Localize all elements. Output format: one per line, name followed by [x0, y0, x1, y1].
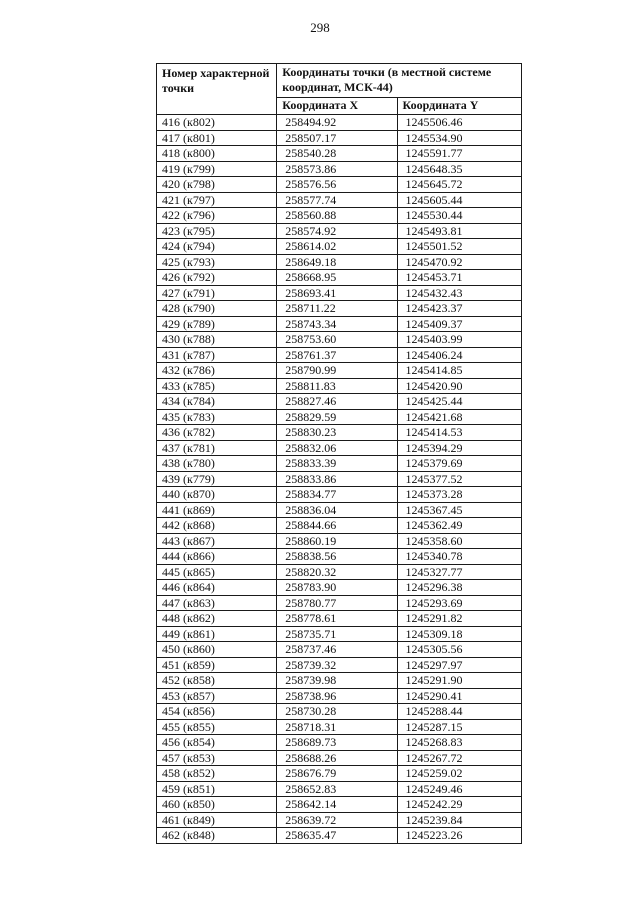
coordinate-y-cell: 1245327.77 [397, 564, 522, 580]
table-row [157, 239, 522, 255]
header-coordinates-group: Координаты точки (в местной системе координат, МСК-44) [277, 64, 522, 98]
point-number-cell: 417 (к801) [157, 130, 277, 146]
coordinate-x-cell: 258652.83 [277, 781, 397, 797]
point-number-cell: 419 (к799) [157, 161, 277, 177]
coordinate-y-cell: 1245287.15 [397, 719, 522, 735]
coordinate-y-cell: 1245493.81 [397, 223, 522, 239]
table-row [157, 735, 522, 751]
coordinate-y-cell: 1245379.69 [397, 456, 522, 472]
point-number-cell: 425 (к793) [157, 254, 277, 270]
coordinate-y-cell: 1245409.37 [397, 316, 522, 332]
table-row [157, 285, 522, 301]
table-row [157, 394, 522, 410]
coordinate-y-cell: 1245534.90 [397, 130, 522, 146]
coordinate-y-cell: 1245305.56 [397, 642, 522, 658]
coordinate-y-cell: 1245249.46 [397, 781, 522, 797]
coordinate-y-cell: 1245367.45 [397, 502, 522, 518]
point-number-cell: 433 (к785) [157, 378, 277, 394]
point-number-cell: 455 (к855) [157, 719, 277, 735]
coordinate-x-cell: 258834.77 [277, 487, 397, 503]
point-number-cell: 432 (к786) [157, 363, 277, 379]
point-number-cell: 457 (к853) [157, 750, 277, 766]
coordinate-x-cell: 258836.04 [277, 502, 397, 518]
table-row [157, 642, 522, 658]
point-number-cell: 434 (к784) [157, 394, 277, 410]
table-row [157, 580, 522, 596]
coordinate-x-cell: 258829.59 [277, 409, 397, 425]
coordinate-y-cell: 1245290.41 [397, 688, 522, 704]
coordinate-y-cell: 1245425.44 [397, 394, 522, 410]
coordinate-x-cell: 258780.77 [277, 595, 397, 611]
coordinate-x-cell: 258642.14 [277, 797, 397, 813]
table-row [157, 332, 522, 348]
coordinate-y-cell: 1245432.43 [397, 285, 522, 301]
coordinate-y-cell: 1245530.44 [397, 208, 522, 224]
table-row [157, 208, 522, 224]
table-row [157, 425, 522, 441]
table-row [157, 161, 522, 177]
table-row [157, 750, 522, 766]
table-row [157, 766, 522, 782]
coordinate-x-cell: 258577.74 [277, 192, 397, 208]
coordinate-x-cell: 258860.19 [277, 533, 397, 549]
point-number-cell: 428 (к790) [157, 301, 277, 317]
coordinate-x-cell: 258668.95 [277, 270, 397, 286]
coordinate-x-cell: 258574.92 [277, 223, 397, 239]
coordinate-y-cell: 1245239.84 [397, 812, 522, 828]
point-number-cell: 443 (к867) [157, 533, 277, 549]
table-row [157, 549, 522, 565]
coordinate-y-cell: 1245645.72 [397, 177, 522, 193]
coordinate-x-cell: 258790.99 [277, 363, 397, 379]
coordinate-x-cell: 258820.32 [277, 564, 397, 580]
coordinate-y-cell: 1245377.52 [397, 471, 522, 487]
point-number-cell: 456 (к854) [157, 735, 277, 751]
coordinate-x-cell: 258827.46 [277, 394, 397, 410]
coordinate-y-cell: 1245340.78 [397, 549, 522, 565]
header-coordinate-y: Координата Y [397, 98, 522, 115]
coordinate-x-cell: 258718.31 [277, 719, 397, 735]
coordinate-y-cell: 1245296.38 [397, 580, 522, 596]
coordinate-y-cell: 1245453.71 [397, 270, 522, 286]
coordinate-y-cell: 1245291.82 [397, 611, 522, 627]
coordinate-y-cell: 1245242.29 [397, 797, 522, 813]
table-row [157, 270, 522, 286]
table-row [157, 192, 522, 208]
point-number-cell: 447 (к863) [157, 595, 277, 611]
point-number-cell: 422 (к796) [157, 208, 277, 224]
table-row [157, 719, 522, 735]
coordinate-y-cell: 1245403.99 [397, 332, 522, 348]
coordinate-y-cell: 1245362.49 [397, 518, 522, 534]
coordinate-y-cell: 1245414.53 [397, 425, 522, 441]
coordinate-x-cell: 258811.83 [277, 378, 397, 394]
coordinate-x-cell: 258689.73 [277, 735, 397, 751]
point-number-cell: 461 (к849) [157, 812, 277, 828]
table-row [157, 487, 522, 503]
table-row [157, 502, 522, 518]
table-row [157, 626, 522, 642]
coordinate-y-cell: 1245648.35 [397, 161, 522, 177]
table-row [157, 177, 522, 193]
table-row [157, 797, 522, 813]
coordinate-x-cell: 258614.02 [277, 239, 397, 255]
point-number-cell: 420 (к798) [157, 177, 277, 193]
point-number-cell: 462 (к848) [157, 828, 277, 844]
point-number-cell: 430 (к788) [157, 332, 277, 348]
point-number-cell: 453 (к857) [157, 688, 277, 704]
coordinate-x-cell: 258560.88 [277, 208, 397, 224]
coordinate-y-cell: 1245506.46 [397, 115, 522, 131]
point-number-cell: 418 (к800) [157, 146, 277, 162]
coordinate-y-cell: 1245591.77 [397, 146, 522, 162]
point-number-cell: 424 (к794) [157, 239, 277, 255]
coordinate-y-cell: 1245288.44 [397, 704, 522, 720]
coordinate-x-cell: 258738.96 [277, 688, 397, 704]
coordinate-x-cell: 258507.17 [277, 130, 397, 146]
table-row [157, 223, 522, 239]
coordinate-x-cell: 258737.46 [277, 642, 397, 658]
table-row [157, 688, 522, 704]
table-row [157, 301, 522, 317]
coordinate-x-cell: 258639.72 [277, 812, 397, 828]
coordinate-x-cell: 258693.41 [277, 285, 397, 301]
table-row [157, 409, 522, 425]
page-number: 298 [310, 20, 330, 35]
point-number-cell: 427 (к791) [157, 285, 277, 301]
table-row [157, 440, 522, 456]
table-row [157, 518, 522, 534]
coordinate-y-cell: 1245267.72 [397, 750, 522, 766]
coordinate-x-cell: 258833.39 [277, 456, 397, 472]
table-row [157, 564, 522, 580]
coordinate-x-cell: 258838.56 [277, 549, 397, 565]
coordinate-x-cell: 258832.06 [277, 440, 397, 456]
coordinate-y-cell: 1245291.90 [397, 673, 522, 689]
table-row [157, 146, 522, 162]
coordinate-x-cell: 258739.32 [277, 657, 397, 673]
coordinate-x-cell: 258833.86 [277, 471, 397, 487]
table-row [157, 657, 522, 673]
coordinate-y-cell: 1245373.28 [397, 487, 522, 503]
point-number-cell: 436 (к782) [157, 425, 277, 441]
table-row [157, 828, 522, 844]
coordinate-y-cell: 1245501.52 [397, 239, 522, 255]
table-header [157, 64, 522, 115]
coordinate-x-cell: 258753.60 [277, 332, 397, 348]
coordinate-y-cell: 1245259.02 [397, 766, 522, 782]
point-number-cell: 449 (к861) [157, 626, 277, 642]
point-number-cell: 421 (к797) [157, 192, 277, 208]
coordinate-y-cell: 1245421.68 [397, 409, 522, 425]
coordinate-y-cell: 1245297.97 [397, 657, 522, 673]
point-number-cell: 458 (к852) [157, 766, 277, 782]
table-row [157, 812, 522, 828]
point-number-cell: 441 (к869) [157, 502, 277, 518]
coordinate-x-cell: 258735.71 [277, 626, 397, 642]
table-row [157, 781, 522, 797]
coordinate-y-cell: 1245406.24 [397, 347, 522, 363]
table-row [157, 130, 522, 146]
point-number-cell: 429 (к789) [157, 316, 277, 332]
coordinate-y-cell: 1245223.26 [397, 828, 522, 844]
coordinate-y-cell: 1245420.90 [397, 378, 522, 394]
table-row [157, 363, 522, 379]
coordinate-x-cell: 258739.98 [277, 673, 397, 689]
coordinate-y-cell: 1245605.44 [397, 192, 522, 208]
coordinate-x-cell: 258494.92 [277, 115, 397, 131]
coordinate-x-cell: 258778.61 [277, 611, 397, 627]
point-number-cell: 442 (к868) [157, 518, 277, 534]
point-number-cell: 454 (к856) [157, 704, 277, 720]
coordinate-y-cell: 1245470.92 [397, 254, 522, 270]
point-number-cell: 445 (к865) [157, 564, 277, 580]
table-row [157, 595, 522, 611]
coordinate-y-cell: 1245293.69 [397, 595, 522, 611]
header-point-number: Номер характерной точки [157, 64, 277, 115]
table-row [157, 611, 522, 627]
point-number-cell: 440 (к870) [157, 487, 277, 503]
point-number-cell: 448 (к862) [157, 611, 277, 627]
point-number-cell: 460 (к850) [157, 797, 277, 813]
point-number-cell: 423 (к795) [157, 223, 277, 239]
table-row [157, 254, 522, 270]
coordinate-x-cell: 258830.23 [277, 425, 397, 441]
coordinate-x-cell: 258576.56 [277, 177, 397, 193]
table-row [157, 704, 522, 720]
coordinates-table [156, 63, 522, 844]
coordinate-x-cell: 258730.28 [277, 704, 397, 720]
point-number-cell: 451 (к859) [157, 657, 277, 673]
coordinate-y-cell: 1245414.85 [397, 363, 522, 379]
point-number-cell: 439 (к779) [157, 471, 277, 487]
point-number-cell: 444 (к866) [157, 549, 277, 565]
point-number-cell: 437 (к781) [157, 440, 277, 456]
table-row [157, 673, 522, 689]
coordinate-x-cell: 258783.90 [277, 580, 397, 596]
table-row [157, 316, 522, 332]
coordinate-y-cell: 1245268.83 [397, 735, 522, 751]
table-body [157, 115, 522, 844]
point-number-cell: 426 (к792) [157, 270, 277, 286]
table-row [157, 471, 522, 487]
table-row [157, 115, 522, 131]
coordinate-y-cell: 1245309.18 [397, 626, 522, 642]
header-coordinate-x: Координата X [277, 98, 397, 115]
coordinate-x-cell: 258635.47 [277, 828, 397, 844]
coordinate-x-cell: 258688.26 [277, 750, 397, 766]
coordinate-y-cell: 1245358.60 [397, 533, 522, 549]
coordinate-y-cell: 1245423.37 [397, 301, 522, 317]
table-row [157, 533, 522, 549]
coordinate-x-cell: 258743.34 [277, 316, 397, 332]
table-row [157, 378, 522, 394]
point-number-cell: 438 (к780) [157, 456, 277, 472]
table-row [157, 456, 522, 472]
point-number-cell: 416 (к802) [157, 115, 277, 131]
coordinate-x-cell: 258649.18 [277, 254, 397, 270]
coordinate-x-cell: 258540.28 [277, 146, 397, 162]
coordinate-x-cell: 258761.37 [277, 347, 397, 363]
coordinate-x-cell: 258711.22 [277, 301, 397, 317]
point-number-cell: 459 (к851) [157, 781, 277, 797]
coordinate-x-cell: 258676.79 [277, 766, 397, 782]
coordinate-y-cell: 1245394.29 [397, 440, 522, 456]
point-number-cell: 435 (к783) [157, 409, 277, 425]
point-number-cell: 446 (к864) [157, 580, 277, 596]
point-number-cell: 431 (к787) [157, 347, 277, 363]
coordinate-x-cell: 258844.66 [277, 518, 397, 534]
point-number-cell: 450 (к860) [157, 642, 277, 658]
table-row [157, 347, 522, 363]
coordinate-x-cell: 258573.86 [277, 161, 397, 177]
point-number-cell: 452 (к858) [157, 673, 277, 689]
